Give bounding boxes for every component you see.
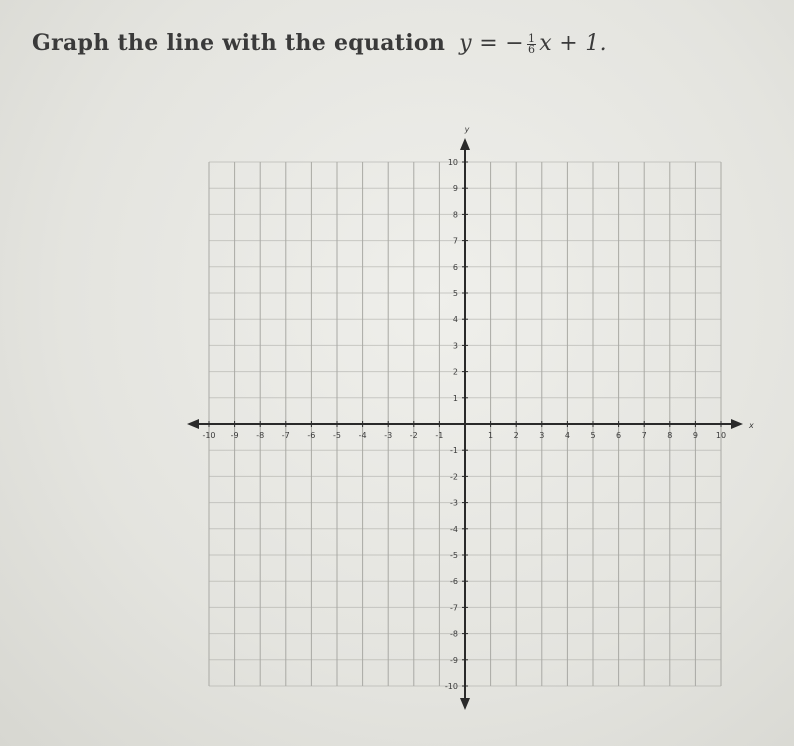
x-tick-label: -8 bbox=[256, 431, 265, 440]
y-tick-label: -10 bbox=[444, 682, 458, 691]
equation-lhs: y bbox=[459, 31, 472, 56]
y-tick-label: -2 bbox=[450, 472, 458, 482]
equation-minus: − bbox=[505, 31, 524, 56]
x-axis-right-arrow bbox=[731, 419, 743, 429]
equation-sign: = bbox=[479, 31, 498, 56]
fraction-denominator: 6 bbox=[527, 42, 536, 56]
question-prefix: Graph the line with the equation bbox=[32, 30, 446, 56]
y-tick-label: -4 bbox=[450, 524, 458, 534]
y-tick-label: 1 bbox=[452, 393, 458, 403]
y-tick-label: -5 bbox=[450, 551, 458, 560]
x-axis-label: x bbox=[749, 421, 754, 430]
x-tick-label: -4 bbox=[358, 431, 367, 440]
y-tick-label: -1 bbox=[450, 446, 458, 456]
y-tick-label: 2 bbox=[452, 367, 458, 377]
y-tick-label: 8 bbox=[452, 210, 458, 220]
x-tick-label: 8 bbox=[667, 431, 673, 440]
y-tick-label: 10 bbox=[447, 158, 458, 167]
y-tick-label: -9 bbox=[450, 655, 458, 665]
y-axis-top-arrow bbox=[460, 138, 470, 150]
x-tick-label: -5 bbox=[333, 431, 341, 440]
y-axis-label: y bbox=[464, 125, 470, 134]
x-tick-label: 10 bbox=[715, 431, 727, 440]
equation-rhs: x + 1. bbox=[539, 31, 607, 56]
y-tick-label: 9 bbox=[452, 184, 458, 194]
x-tick-label: 2 bbox=[513, 431, 519, 440]
x-tick-label: 9 bbox=[692, 431, 698, 440]
x-tick-label: -2 bbox=[409, 431, 418, 440]
x-tick-label: -9 bbox=[230, 431, 239, 440]
x-tick-label: -10 bbox=[202, 431, 216, 440]
x-tick-label: -1 bbox=[435, 431, 444, 440]
y-tick-label: -3 bbox=[450, 498, 458, 508]
x-tick-label: 3 bbox=[539, 431, 545, 440]
x-tick-label: 4 bbox=[564, 431, 570, 440]
y-tick-label: 6 bbox=[452, 262, 458, 272]
y-axis-bottom-arrow bbox=[460, 698, 470, 710]
x-tick-label: 7 bbox=[641, 431, 647, 440]
y-tick-label: 4 bbox=[452, 315, 458, 325]
x-tick-label: -7 bbox=[281, 431, 290, 440]
y-tick-label: 3 bbox=[452, 341, 458, 351]
x-axis-left-arrow bbox=[187, 419, 199, 429]
x-tick-label: 1 bbox=[488, 431, 494, 440]
x-tick-label: -3 bbox=[384, 431, 393, 440]
fraction-numerator: 1 bbox=[527, 31, 536, 45]
x-tick-label: 6 bbox=[616, 431, 622, 440]
y-tick-label: 5 bbox=[452, 289, 458, 298]
y-tick-label: 7 bbox=[452, 236, 458, 246]
x-tick-label: -6 bbox=[307, 431, 316, 440]
axes bbox=[187, 138, 743, 710]
y-tick-label: -7 bbox=[450, 603, 458, 613]
x-tick-label: 5 bbox=[590, 431, 596, 440]
tick-labels bbox=[202, 125, 754, 691]
y-tick-label: -8 bbox=[450, 629, 458, 639]
y-tick-label: -6 bbox=[450, 577, 458, 587]
